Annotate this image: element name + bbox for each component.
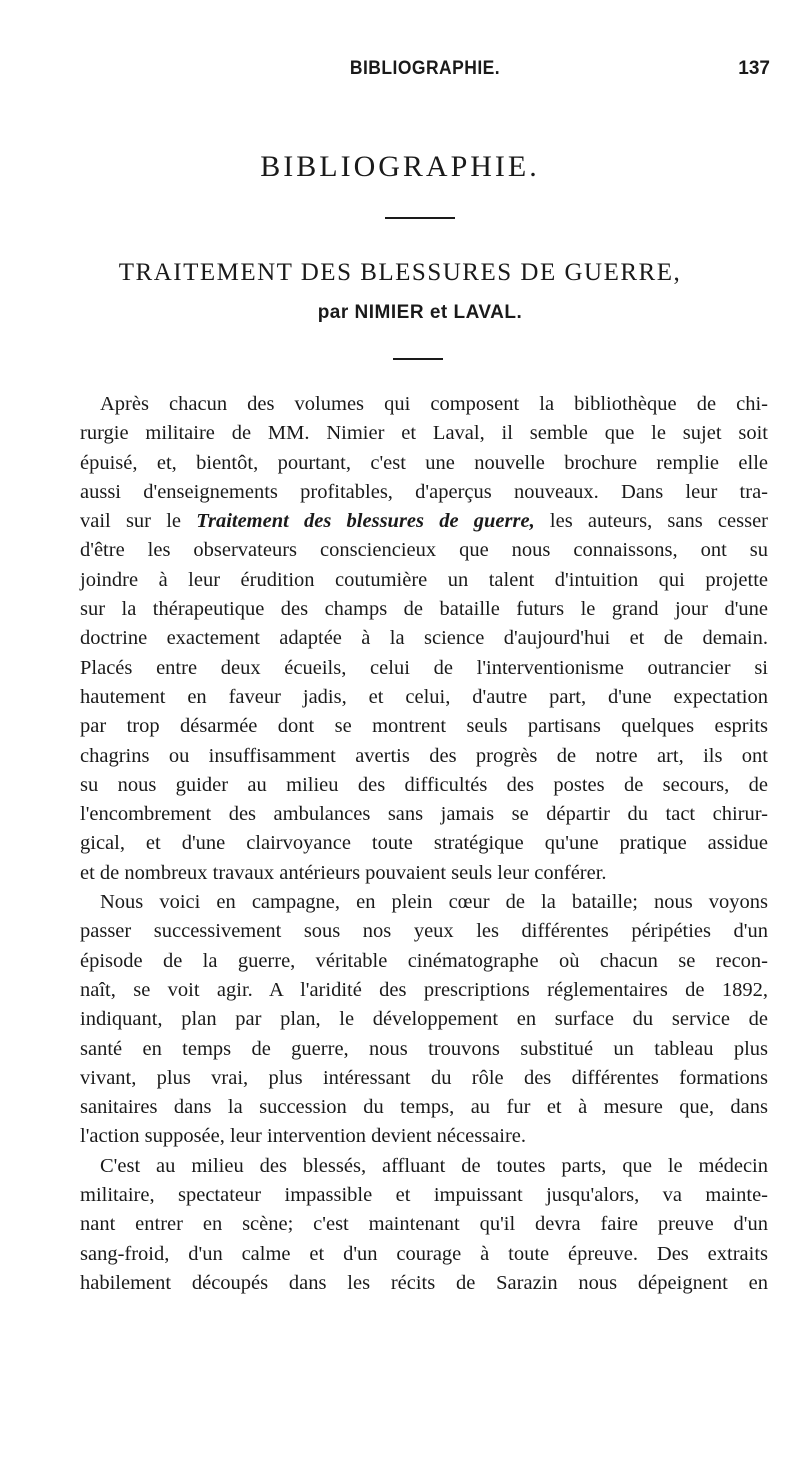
article-body <box>80 390 768 1298</box>
article-title: TRAITEMENT DES BLESSURES DE GUERRE, <box>118 259 682 286</box>
running-head-title: BIBLIOGRAPHIE. <box>349 58 501 79</box>
text-line: épuisé, et, bientôt, pourtant, c'est une nouvelle brochure remplie elle <box>80 451 768 474</box>
text-line: et de nombreux travaux antérieurs pouvaient seuls leur conférer. <box>80 861 607 884</box>
divider-rule <box>393 358 443 360</box>
text-line: nant entrer en scène; c'est maintenant qu'il devra faire preuve d'un <box>80 1213 768 1236</box>
text-line: hautement en faveur jadis, et celui, d'autre part, d'une expectation <box>80 685 768 708</box>
running-head <box>80 58 770 88</box>
text-line: Après chacun des volumes qui composent la bibliothèque de chi- <box>100 393 768 415</box>
text-line: naît, se voit agir. A l'aridité des prescriptions réglementaires de 1892, <box>80 978 768 1001</box>
text-line: su nous guider au milieu des difficultés des postes de secours, de <box>80 773 768 796</box>
text-line: par trop désarmée dont se montrent seuls partisans quelques esprits <box>80 715 768 738</box>
section-title: BIBLIOGRAPHIE. <box>260 150 540 183</box>
text-line: santé en temps de guerre, nous trouvons substitué un tableau plus <box>80 1037 768 1060</box>
text-line: d'être les observateurs consciencieux que nous connaissons, ont su <box>80 539 768 562</box>
text-line: joindre à leur érudition coutumière un talent d'intuition qui projette <box>80 568 768 591</box>
page-number: 137 <box>738 58 770 79</box>
text-line: épisode de la guerre, véritable cinématographe où chacun se recon- <box>80 949 768 972</box>
text-line: Placés entre deux écueils, celui de l'interventionisme outrancier si <box>80 656 768 679</box>
text-line: vivant, plus vrai, plus intéressant du rôle des différentes formations <box>80 1066 768 1089</box>
text-line: indiquant, plan par plan, le développement en surface du service de <box>80 1008 768 1031</box>
article-byline: par NIMIER et LAVAL. <box>317 302 523 323</box>
text-line: doctrine exactement adaptée à la science d'aujourd'hui et de demain. <box>80 627 768 650</box>
book-title: Traitement des blessures de guerre, <box>196 510 535 533</box>
text-line: aussi d'enseignements profitables, d'aperçus nouveaux. Dans leur tra- <box>80 480 768 503</box>
text-line: militaire, spectateur impassible et impuissant jusqu'alors, va mainte- <box>80 1184 768 1207</box>
text-line: passer successivement sous nos yeux les différentes péripéties d'un <box>80 920 768 943</box>
text-line: chagrins ou insuffisamment avertis des progrès de notre art, ils ont <box>80 744 768 767</box>
text-line: rurgie militaire de MM. Nimier et Laval, il semble que le sujet soit <box>80 422 768 445</box>
divider-rule <box>385 217 455 219</box>
text-line: l'encombrement des ambulances sans jamais se départir du tact chirur- <box>80 803 768 826</box>
text-line: C'est au milieu des blessés, affluant de toutes parts, que le médecin <box>100 1154 768 1177</box>
text-line: l'action supposée, leur intervention devient nécessaire. <box>80 1125 526 1148</box>
text-line: Nous voici en campagne, en plein cœur de la bataille; nous voyons <box>100 891 768 914</box>
text-run: les auteurs, sans cesser <box>534 510 768 533</box>
text-line: habilement découpés dans les récits de Sarazin nous dépeignent en <box>80 1271 768 1294</box>
text-line-with-italic <box>80 507 768 536</box>
text-line: sur la thérapeutique des champs de bataille futurs le grand jour d'une <box>80 598 768 621</box>
text-line: sanitaires dans la succession du temps, au fur et à mesure que, dans <box>80 1096 768 1119</box>
text-line: gical, et d'une clairvoyance toute stratégique qu'une pratique assidue <box>80 832 768 855</box>
text-run: vail sur le <box>80 510 197 533</box>
text-line: sang-froid, d'un calme et d'un courage à toute épreuve. Des extraits <box>80 1242 768 1265</box>
